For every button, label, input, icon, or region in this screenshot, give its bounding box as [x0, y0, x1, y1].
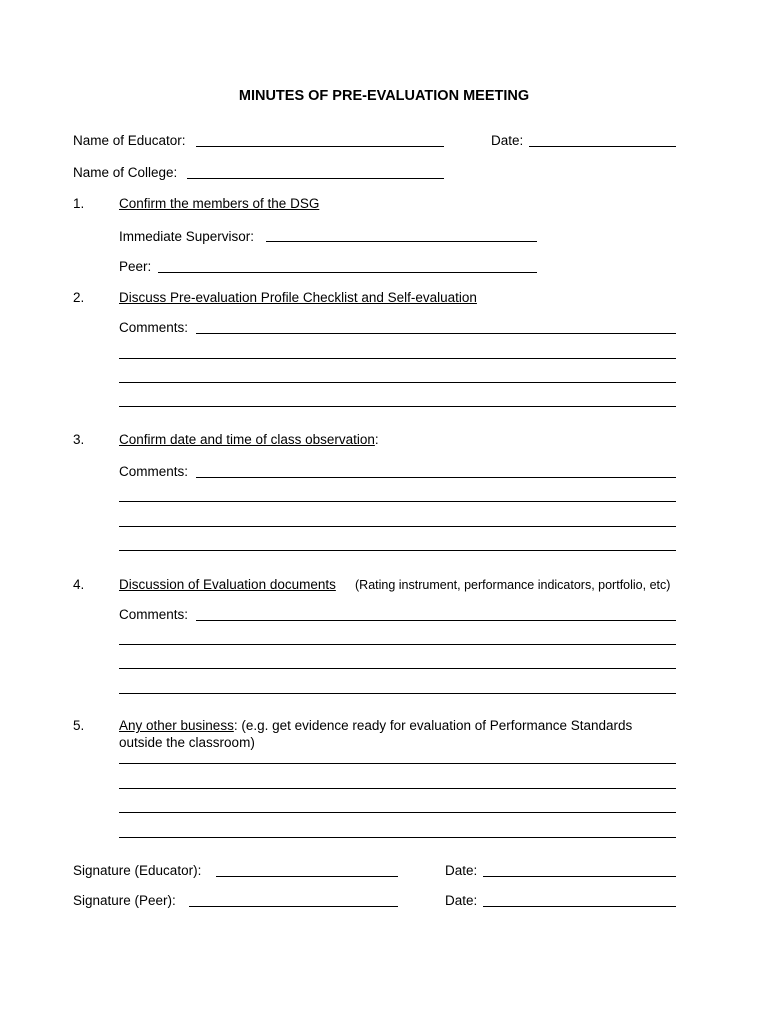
section-4-comment-line[interactable] [119, 644, 676, 645]
section-2-comment-line[interactable] [196, 333, 676, 334]
section-4-note: (Rating instrument, performance indicators, portfolio, etc) [355, 578, 671, 592]
section-3-heading-suffix: : [374, 432, 379, 447]
peer-field[interactable] [158, 272, 537, 273]
section-5-note-line1: : (e.g. get evidence ready for evaluation of Performance Standards [233, 718, 633, 733]
college-name-field[interactable] [187, 178, 444, 179]
section-2-comment-line[interactable] [119, 406, 676, 407]
section-3-comment-line[interactable] [119, 550, 676, 551]
page-title: MINUTES OF PRE-EVALUATION MEETING [238, 88, 530, 104]
signature-educator-label: Signature (Educator): [73, 863, 202, 878]
section-5-heading: Any other business [119, 718, 234, 733]
section-2-heading: Discuss Pre-evaluation Profile Checklist and Self-evaluation [119, 290, 477, 305]
signature-peer-date-label: Date: [445, 893, 478, 908]
educator-name-field[interactable] [196, 146, 444, 147]
section-3-number: 3. [73, 432, 85, 447]
section-5-number: 5. [73, 718, 85, 733]
section-2-comments-label: Comments: [119, 320, 189, 335]
section-3-heading-wrap [119, 432, 379, 448]
section-5-line[interactable] [119, 763, 676, 764]
college-name-label: Name of College: [73, 165, 178, 180]
section-4-comment-line[interactable] [119, 668, 676, 669]
supervisor-field[interactable] [266, 241, 537, 242]
section-1-heading: Confirm the members of the DSG [119, 196, 320, 211]
signature-educator-date-label: Date: [445, 863, 478, 878]
section-2-number: 2. [73, 290, 85, 305]
section-5-line[interactable] [119, 812, 676, 813]
section-3-comment-line[interactable] [119, 501, 676, 502]
section-1-number: 1. [73, 196, 85, 211]
peer-label: Peer: [119, 259, 152, 274]
signature-peer-date-field[interactable] [483, 906, 676, 907]
section-3-comments-label: Comments: [119, 464, 189, 479]
educator-name-label: Name of Educator: [73, 133, 186, 148]
section-4-comment-line[interactable] [119, 693, 676, 694]
section-3-comment-line[interactable] [119, 526, 676, 527]
section-5-heading-wrap [119, 718, 632, 734]
signature-peer-label: Signature (Peer): [73, 893, 176, 908]
section-5-line[interactable] [119, 788, 676, 789]
header-date-field[interactable] [529, 146, 676, 147]
section-2-comment-line[interactable] [119, 358, 676, 359]
section-5-note-line2: outside the classroom) [119, 735, 255, 750]
section-5-line[interactable] [119, 837, 676, 838]
section-4-comments-label: Comments: [119, 607, 189, 622]
header-date-label: Date: [491, 133, 524, 148]
section-3-comment-line[interactable] [196, 477, 676, 478]
section-4-number: 4. [73, 577, 85, 592]
section-2-comment-line[interactable] [119, 382, 676, 383]
signature-peer-field[interactable] [189, 906, 398, 907]
section-4-heading: Discussion of Evaluation documents [119, 577, 336, 592]
supervisor-label: Immediate Supervisor: [119, 229, 255, 244]
section-4-comment-line[interactable] [196, 620, 676, 621]
signature-educator-date-field[interactable] [483, 876, 676, 877]
section-3-heading: Confirm date and time of class observation [119, 432, 375, 447]
signature-educator-field[interactable] [216, 876, 398, 877]
